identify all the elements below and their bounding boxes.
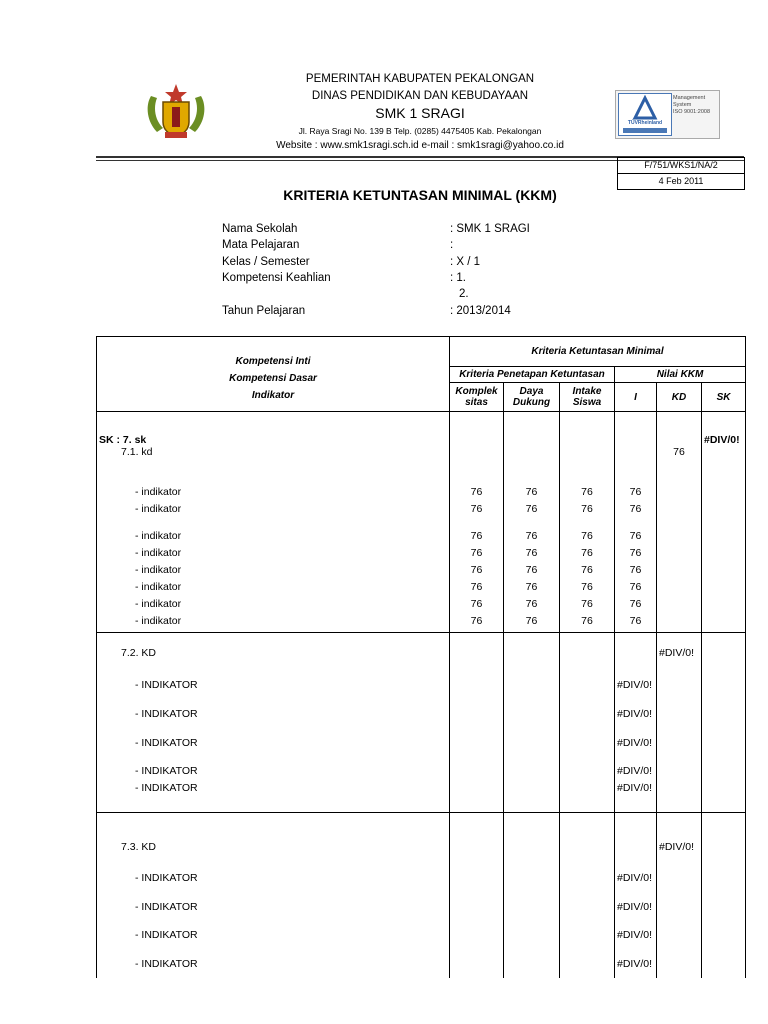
cell-intake-siswa — [560, 765, 615, 782]
cell-nilai-kd — [657, 530, 702, 547]
cell-nilai-i — [615, 446, 657, 486]
cell-kompleksitas — [450, 412, 504, 447]
cell-intake-siswa: 76 — [560, 547, 615, 564]
cell-description: - INDIKATOR — [97, 708, 450, 737]
header-competency — [97, 337, 450, 412]
header-school-name: SMK 1 SRAGI — [375, 105, 465, 121]
cell-intake-siswa — [560, 782, 615, 812]
cell-kompleksitas: 76 — [450, 486, 504, 503]
cell-nilai-i: 76 — [615, 564, 657, 581]
cell-nilai-kd — [657, 486, 702, 503]
cell-description: - INDIKATOR — [97, 901, 450, 929]
cell-kompleksitas — [450, 765, 504, 782]
indikator-row — [97, 486, 746, 503]
cell-daya-dukung — [504, 782, 560, 812]
cell-intake-siswa — [560, 737, 615, 765]
cell-description: 7.1. kd — [97, 446, 450, 486]
cell-description: 7.3. KD — [97, 812, 450, 872]
cell-nilai-i: 76 — [615, 547, 657, 564]
cell-daya-dukung: 76 — [504, 530, 560, 547]
cell-kompleksitas — [450, 782, 504, 812]
cell-description: - INDIKATOR — [97, 765, 450, 782]
cell-nilai-kd — [657, 782, 702, 812]
info-value: : 2013/2014 — [450, 305, 511, 317]
header-intake-siswa: Intake Siswa — [560, 383, 615, 412]
cell-nilai-i: 76 — [615, 598, 657, 615]
tuv-bar — [623, 128, 667, 133]
cell-nilai-sk — [702, 901, 746, 929]
cell-nilai-i: 76 — [615, 530, 657, 547]
info-value: : SMK 1 SRAGI — [450, 223, 530, 235]
cell-daya-dukung — [504, 872, 560, 901]
indikator-row — [97, 581, 746, 598]
info-label: Kelas / Semester — [222, 256, 310, 268]
cell-nilai-sk — [702, 446, 746, 486]
cell-nilai-kd: #DIV/0! — [657, 632, 702, 679]
indikator-row — [97, 615, 746, 632]
cell-intake-siswa: 76 — [560, 615, 615, 632]
cell-nilai-sk — [702, 564, 746, 581]
cell-nilai-sk — [702, 765, 746, 782]
cell-nilai-kd — [657, 503, 702, 530]
cell-intake-siswa — [560, 679, 615, 708]
cell-nilai-sk — [702, 782, 746, 812]
cell-nilai-i: 76 — [615, 503, 657, 530]
cell-daya-dukung — [504, 737, 560, 765]
cell-daya-dukung: 76 — [504, 486, 560, 503]
cell-kompleksitas: 76 — [450, 615, 504, 632]
cell-nilai-sk — [702, 958, 746, 978]
cell-daya-dukung — [504, 812, 560, 872]
cell-intake-siswa: 76 — [560, 581, 615, 598]
cell-nilai-i — [615, 412, 657, 447]
cell-daya-dukung — [504, 901, 560, 929]
info-value: 2. — [459, 288, 469, 300]
cell-description: - INDIKATOR — [97, 782, 450, 812]
iso-cert-logo — [615, 90, 720, 139]
page-title: KRITERIA KETUNTASAN MINIMAL (KKM) — [283, 187, 557, 203]
cell-description: - INDIKATOR — [97, 679, 450, 708]
indikator-row — [97, 765, 746, 782]
cell-daya-dukung — [504, 446, 560, 486]
cell-kompleksitas: 76 — [450, 581, 504, 598]
header-nilai-sk: SK — [702, 383, 746, 412]
document-code: F/751/WKS1/NA/2 — [617, 157, 745, 174]
tuv-badge — [618, 93, 672, 136]
cell-description: - indikator — [97, 503, 450, 530]
cell-nilai-sk — [702, 708, 746, 737]
cell-nilai-i — [615, 812, 657, 872]
cell-nilai-sk — [702, 547, 746, 564]
kd-row — [97, 812, 746, 872]
cell-intake-siswa: 76 — [560, 598, 615, 615]
cell-nilai-kd — [657, 901, 702, 929]
document-date: 4 Feb 2011 — [617, 173, 745, 190]
kd-row — [97, 632, 746, 679]
header-kkm: Kriteria Ketuntasan Minimal — [450, 337, 746, 367]
header-kriteria: Kriteria Penetapan Ketuntasan — [450, 367, 615, 383]
cell-description: 7.2. KD — [97, 632, 450, 679]
indikator-row — [97, 547, 746, 564]
cell-nilai-sk — [702, 503, 746, 530]
regency-emblem — [143, 82, 209, 140]
cell-nilai-i: #DIV/0! — [615, 708, 657, 737]
cell-description: - INDIKATOR — [97, 872, 450, 901]
cert-line-3: ISO 9001:2008 — [673, 109, 711, 115]
cell-nilai-kd: 76 — [657, 446, 702, 486]
cell-kompleksitas: 76 — [450, 503, 504, 530]
cell-nilai-i: #DIV/0! — [615, 737, 657, 765]
indikator-row — [97, 503, 746, 530]
cell-nilai-kd — [657, 581, 702, 598]
header-indikator: Indikator — [251, 389, 295, 401]
cell-kompleksitas — [450, 632, 504, 679]
cell-nilai-kd — [657, 547, 702, 564]
header-daya-dukung: Daya Dukung — [504, 383, 560, 412]
header-kompleksitas: Komplek sitas — [450, 383, 504, 412]
cell-intake-siswa — [560, 929, 615, 958]
cell-nilai-i: #DIV/0! — [615, 679, 657, 708]
cell-daya-dukung: 76 — [504, 503, 560, 530]
cell-daya-dukung — [504, 958, 560, 978]
cell-kompleksitas — [450, 737, 504, 765]
indikator-row — [97, 564, 746, 581]
kkm-table — [96, 336, 746, 978]
cell-nilai-i: #DIV/0! — [615, 782, 657, 812]
cell-daya-dukung — [504, 412, 560, 447]
sk-row — [97, 412, 746, 447]
cell-nilai-kd — [657, 958, 702, 978]
cell-kompleksitas — [450, 958, 504, 978]
tuv-triangle-icon — [619, 95, 671, 123]
cell-intake-siswa: 76 — [560, 530, 615, 547]
cell-nilai-i: #DIV/0! — [615, 958, 657, 978]
cell-daya-dukung: 76 — [504, 547, 560, 564]
cell-description: - indikator — [97, 547, 450, 564]
cell-description: - indikator — [97, 615, 450, 632]
info-value: : — [450, 239, 454, 251]
cell-kompleksitas: 76 — [450, 564, 504, 581]
cell-nilai-sk — [702, 581, 746, 598]
info-value: : 1. — [450, 272, 466, 284]
cell-nilai-sk: #DIV/0! — [702, 412, 746, 447]
indikator-row — [97, 737, 746, 765]
cell-nilai-sk — [702, 632, 746, 679]
cert-line-1: Management — [673, 95, 706, 101]
cell-nilai-i — [615, 632, 657, 679]
cell-intake-siswa — [560, 872, 615, 901]
cell-nilai-kd: #DIV/0! — [657, 812, 702, 872]
cell-kompleksitas — [450, 708, 504, 737]
cell-intake-siswa — [560, 708, 615, 737]
cell-description: - indikator — [97, 581, 450, 598]
indikator-row — [97, 958, 746, 978]
cell-intake-siswa — [560, 901, 615, 929]
cell-daya-dukung — [504, 632, 560, 679]
info-label: Nama Sekolah — [222, 223, 298, 235]
header-government: PEMERINTAH KABUPATEN PEKALONGAN — [305, 73, 535, 85]
cell-nilai-sk — [702, 812, 746, 872]
cell-nilai-i: #DIV/0! — [615, 929, 657, 958]
cell-nilai-i: 76 — [615, 615, 657, 632]
cell-daya-dukung: 76 — [504, 615, 560, 632]
cell-kompleksitas: 76 — [450, 547, 504, 564]
cell-description: - indikator — [97, 530, 450, 547]
cell-intake-siswa: 76 — [560, 486, 615, 503]
cell-nilai-sk — [702, 929, 746, 958]
cell-intake-siswa — [560, 632, 615, 679]
cell-description: - indikator — [97, 564, 450, 581]
cell-nilai-kd — [657, 598, 702, 615]
cell-daya-dukung: 76 — [504, 598, 560, 615]
cell-nilai-sk — [702, 737, 746, 765]
cell-nilai-i: #DIV/0! — [615, 901, 657, 929]
cell-nilai-sk — [702, 679, 746, 708]
cell-nilai-sk — [702, 615, 746, 632]
indikator-row — [97, 929, 746, 958]
indikator-row — [97, 708, 746, 737]
cell-nilai-kd — [657, 872, 702, 901]
header-website: Website : www.smk1sragi.sch.id e-mail : smk1sragi@yahoo.co.id — [276, 140, 564, 151]
cell-daya-dukung — [504, 929, 560, 958]
info-value: : X / 1 — [450, 256, 481, 268]
cell-kompleksitas — [450, 812, 504, 872]
cell-description: - INDIKATOR — [97, 929, 450, 958]
cell-intake-siswa: 76 — [560, 503, 615, 530]
cell-nilai-kd — [657, 679, 702, 708]
info-label: Kompetensi Keahlian — [222, 272, 331, 284]
cell-nilai-sk — [702, 872, 746, 901]
header-nilai-i: I — [615, 383, 657, 412]
indikator-row — [97, 901, 746, 929]
cell-nilai-i: 76 — [615, 581, 657, 598]
indikator-row — [97, 598, 746, 615]
indikator-row — [97, 530, 746, 547]
cell-nilai-kd — [657, 564, 702, 581]
cell-nilai-kd — [657, 412, 702, 447]
cell-nilai-kd — [657, 615, 702, 632]
indikator-row — [97, 782, 746, 812]
cell-kompleksitas — [450, 872, 504, 901]
cell-kompleksitas — [450, 901, 504, 929]
header-kompetensi-inti: Kompetensi Inti — [235, 355, 311, 367]
kd-row — [97, 446, 746, 486]
header-department: DINAS PENDIDIKAN DAN KEBUDAYAAN — [311, 90, 529, 102]
cell-intake-siswa — [560, 812, 615, 872]
info-label: Mata Pelajaran — [222, 239, 300, 251]
indikator-row — [97, 679, 746, 708]
cell-daya-dukung — [504, 708, 560, 737]
cell-description: - INDIKATOR — [97, 958, 450, 978]
header-nilai-kkm: Nilai KKM — [615, 367, 746, 383]
cell-nilai-kd — [657, 929, 702, 958]
cell-description: - INDIKATOR — [97, 737, 450, 765]
cell-nilai-i: #DIV/0! — [615, 872, 657, 901]
info-label: Tahun Pelajaran — [222, 305, 306, 317]
cell-nilai-kd — [657, 765, 702, 782]
cell-nilai-sk — [702, 530, 746, 547]
cell-nilai-sk — [702, 598, 746, 615]
cell-kompleksitas — [450, 929, 504, 958]
header-address: Jl. Raya Sragi No. 139 B Telp. (0285) 4475405 Kab. Pekalongan — [298, 126, 542, 136]
cell-nilai-sk — [702, 486, 746, 503]
indikator-row — [97, 872, 746, 901]
cell-daya-dukung: 76 — [504, 581, 560, 598]
cell-nilai-i: 76 — [615, 486, 657, 503]
cell-nilai-kd — [657, 737, 702, 765]
cell-daya-dukung — [504, 679, 560, 708]
cell-kompleksitas — [450, 679, 504, 708]
cell-kompleksitas: 76 — [450, 598, 504, 615]
cell-kompleksitas: 76 — [450, 530, 504, 547]
cell-daya-dukung: 76 — [504, 564, 560, 581]
cell-intake-siswa — [560, 958, 615, 978]
cell-intake-siswa: 76 — [560, 564, 615, 581]
cell-kompleksitas — [450, 446, 504, 486]
cell-nilai-kd — [657, 708, 702, 737]
cell-daya-dukung — [504, 765, 560, 782]
cell-intake-siswa — [560, 446, 615, 486]
header-kompetensi-dasar: Kompetensi Dasar — [229, 372, 317, 384]
tuv-mark: TÜVRheinland — [627, 120, 663, 126]
cell-description: - indikator — [97, 486, 450, 503]
cell-nilai-i: #DIV/0! — [615, 765, 657, 782]
cell-description: SK : 7. sk — [97, 412, 450, 447]
header-nilai-kd: KD — [657, 383, 702, 412]
cell-intake-siswa — [560, 412, 615, 447]
cert-line-2: System — [673, 102, 692, 108]
cell-description: - indikator — [97, 598, 450, 615]
